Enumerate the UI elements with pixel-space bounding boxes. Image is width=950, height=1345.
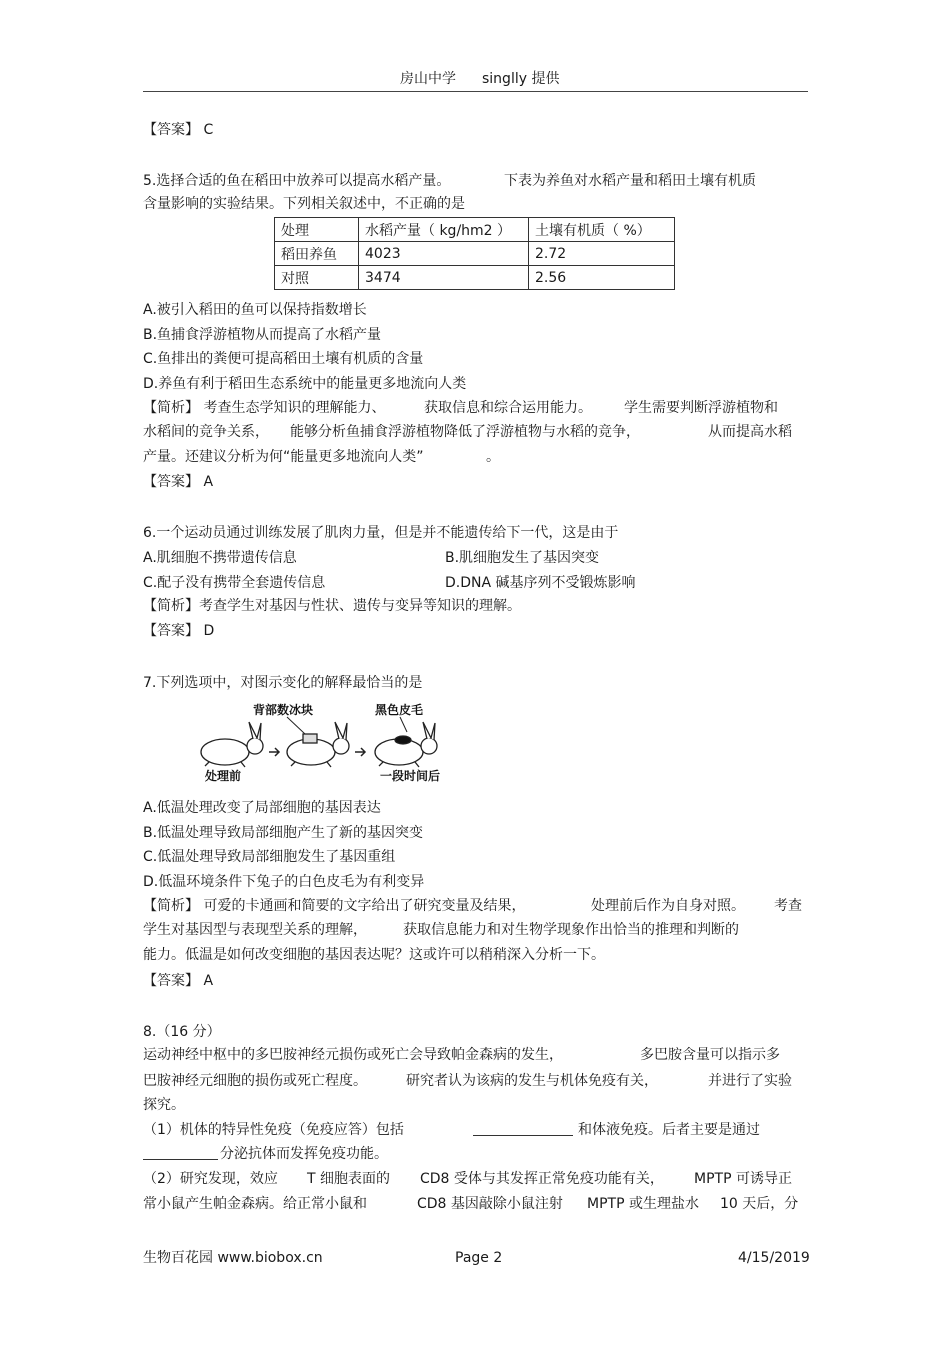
table-row: [275, 266, 675, 290]
figure-pointer-fur: [400, 717, 407, 732]
q5-analysis-line1c: 学生需要判断浮游植物和: [624, 400, 778, 416]
figure-label-ice: 背部数冰块: [253, 703, 314, 717]
q6-answer: 【答案】 D: [143, 623, 215, 639]
q8-sub1-text: （1）机体的特异性免疫（免疫应答）包括: [143, 1122, 404, 1138]
table-cell: 4023: [359, 242, 529, 266]
q7-analysis-line2b: 获取信息能力和对生物学现象作出恰当的推理和判断的: [403, 922, 739, 938]
table-header-row: [275, 218, 675, 242]
footer-site: 生物百花园 www.biobox.cn: [143, 1250, 323, 1266]
q8-sub2-line1b: T 细胞表面的: [307, 1171, 391, 1187]
q5-stem-line1b: 下表为养鱼对水稻产量和稻田土壤有机质: [504, 173, 756, 189]
q8-sub2-line1d: MPTP 可诱导正: [694, 1171, 792, 1187]
q8-sub1-text-c: 分泌抗体而发挥免疫功能。: [220, 1146, 388, 1162]
q7-rabbit-figure: [195, 700, 460, 790]
q5-analysis-line2c: 从而提高水稻: [708, 424, 792, 440]
q5-analysis-line3a: 产量。还建议分析为何“能量更多地流向人类”: [143, 449, 424, 465]
q5-answer: 【答案】 A: [143, 474, 214, 490]
table-cell: 3474: [359, 266, 529, 290]
table-cell: 对照: [275, 266, 359, 290]
q8-para-line1b: 多巴胺含量可以指示多: [640, 1047, 780, 1063]
q8-para-line2a: 巴胺神经元细胞的损伤或死亡程度。: [143, 1073, 367, 1089]
q7-analysis-line3: 能力。低温是如何改变细胞的基因表达呢？这或许可以稍稍深入分析一下。: [143, 947, 605, 963]
header-divider: [143, 91, 808, 92]
q8-para-line1a: 运动神经中枢中的多巴胺神经元损伤或死亡会导致帕金森病的发生，: [143, 1047, 563, 1063]
q7-option-c: C.低温处理导致局部细胞发生了基因重组: [143, 849, 396, 865]
q8-sub2-line2d: 10 天后，分: [720, 1196, 799, 1212]
q6-option-c: C.配子没有携带全套遗传信息: [143, 575, 326, 591]
q4-answer: 【答案】 C: [143, 122, 214, 138]
footer-date: 4/15/2019: [738, 1250, 810, 1266]
q7-analysis-line1a: 【简析】 可爱的卡通画和简要的文字给出了研究变量及结果，: [143, 898, 526, 914]
figure-pointer-ice: [287, 717, 305, 734]
q5-stem-line1: 5.选择合适的鱼在稻田中放养可以提高水稻产量。: [143, 173, 451, 189]
rabbit-ice-icon: [287, 722, 349, 767]
rabbit-before-icon: [201, 722, 263, 767]
q5-option-c: C.鱼排出的粪便可提高稻田土壤有机质的含量: [143, 351, 424, 367]
q6-option-a: A.肌细胞不携带遗传信息: [143, 550, 297, 566]
q6-stem: 6.一个运动员通过训练发展了肌肉力量，但是并不能遗传给下一代，这是由于: [143, 525, 619, 541]
q6-option-d: D.DNA 碱基序列不受锻炼影响: [445, 575, 636, 591]
q5-analysis-line1a: 【简析】 考查生态学知识的理解能力、: [143, 400, 386, 416]
q8-blank-1[interactable]: [473, 1123, 573, 1136]
q6-option-b: B.肌细胞发生了基因突变: [445, 550, 600, 566]
q5-analysis-line2b: 能够分析鱼捕食浮游植物降低了浮游植物与水稻的竞争，: [290, 424, 640, 440]
q5-option-a: A.被引入稻田的鱼可以保持指数增长: [143, 302, 367, 318]
q8-blank-2[interactable]: [143, 1147, 218, 1160]
table-header-cell: 处理: [275, 218, 359, 242]
q7-option-a: A.低温处理改变了局部细胞的基因表达: [143, 800, 381, 816]
figure-label-after: 一段时间后: [380, 769, 441, 783]
q8-sub2-line1c: CD8 受体与其发挥正常免疫功能有关，: [420, 1171, 664, 1187]
q8-sub2-line2c: MPTP 或生理盐水: [587, 1196, 699, 1212]
q8-para-line2b: 研究者认为该病的发生与机体免疫有关，: [406, 1073, 658, 1089]
q7-answer: 【答案】 A: [143, 973, 214, 989]
header-provider: singlly 提供: [482, 71, 560, 87]
q5-data-table: [274, 217, 675, 290]
q8-para-line3: 探究。: [143, 1097, 185, 1113]
q8-sub1-text-b: 和体液免疫。后者主要是通过: [578, 1122, 760, 1138]
q7-analysis-line2a: 学生对基因型与表现型关系的理解，: [143, 922, 367, 938]
footer-page-number: Page 2: [455, 1250, 503, 1266]
q5-analysis-line3b: 。: [486, 449, 500, 465]
table-header-cell: 土壤有机质（ %）: [529, 218, 675, 242]
q7-stem: 7.下列选项中，对图示变化的解释最恰当的是: [143, 675, 423, 691]
q5-option-d: D.养鱼有利于稻田生态系统中的能量更多地流向人类: [143, 376, 467, 392]
q6-analysis: 【简析】考查学生对基因与性状、遗传与变异等知识的理解。: [143, 598, 521, 614]
table-row: [275, 242, 675, 266]
table-cell: 2.56: [529, 266, 675, 290]
q8-title: 8.（16 分）: [143, 1024, 221, 1040]
header-school: 房山中学: [400, 71, 456, 87]
q5-analysis-line1b: 获取信息和综合运用能力。: [424, 400, 592, 416]
q8-sub2-line2a: 常小鼠产生帕金森病。给正常小鼠和: [143, 1196, 367, 1212]
table-cell: 2.72: [529, 242, 675, 266]
q8-sub2-line2b: CD8 基因敲除小鼠注射: [417, 1196, 563, 1212]
q5-stem-line2: 含量影响的实验结果。下列相关叙述中，不正确的是: [143, 196, 465, 212]
figure-arrow-icon: [355, 748, 365, 756]
q5-option-b: B.鱼捕食浮游植物从而提高了水稻产量: [143, 327, 382, 343]
q5-analysis-line2a: 水稻间的竞争关系，: [143, 424, 269, 440]
table-header-cell: 水稻产量（ kg/hm2 ）: [359, 218, 529, 242]
q7-analysis-line1b: 处理前后作为自身对照。: [591, 898, 745, 914]
figure-arrow-icon: [269, 748, 279, 756]
q8-para-line2c: 并进行了实验: [708, 1073, 792, 1089]
figure-label-fur: 黑色皮毛: [375, 703, 424, 717]
q7-option-b: B.低温处理导致局部细胞产生了新的基因突变: [143, 825, 424, 841]
figure-label-before: 处理前: [205, 769, 242, 783]
q7-analysis-line1c: 考查: [774, 898, 802, 914]
q7-option-d: D.低温环境条件下兔子的白色皮毛为有利变异: [143, 874, 425, 890]
table-cell: 稻田养鱼: [275, 242, 359, 266]
q8-sub2-line1a: （2）研究发现，效应: [143, 1171, 278, 1187]
